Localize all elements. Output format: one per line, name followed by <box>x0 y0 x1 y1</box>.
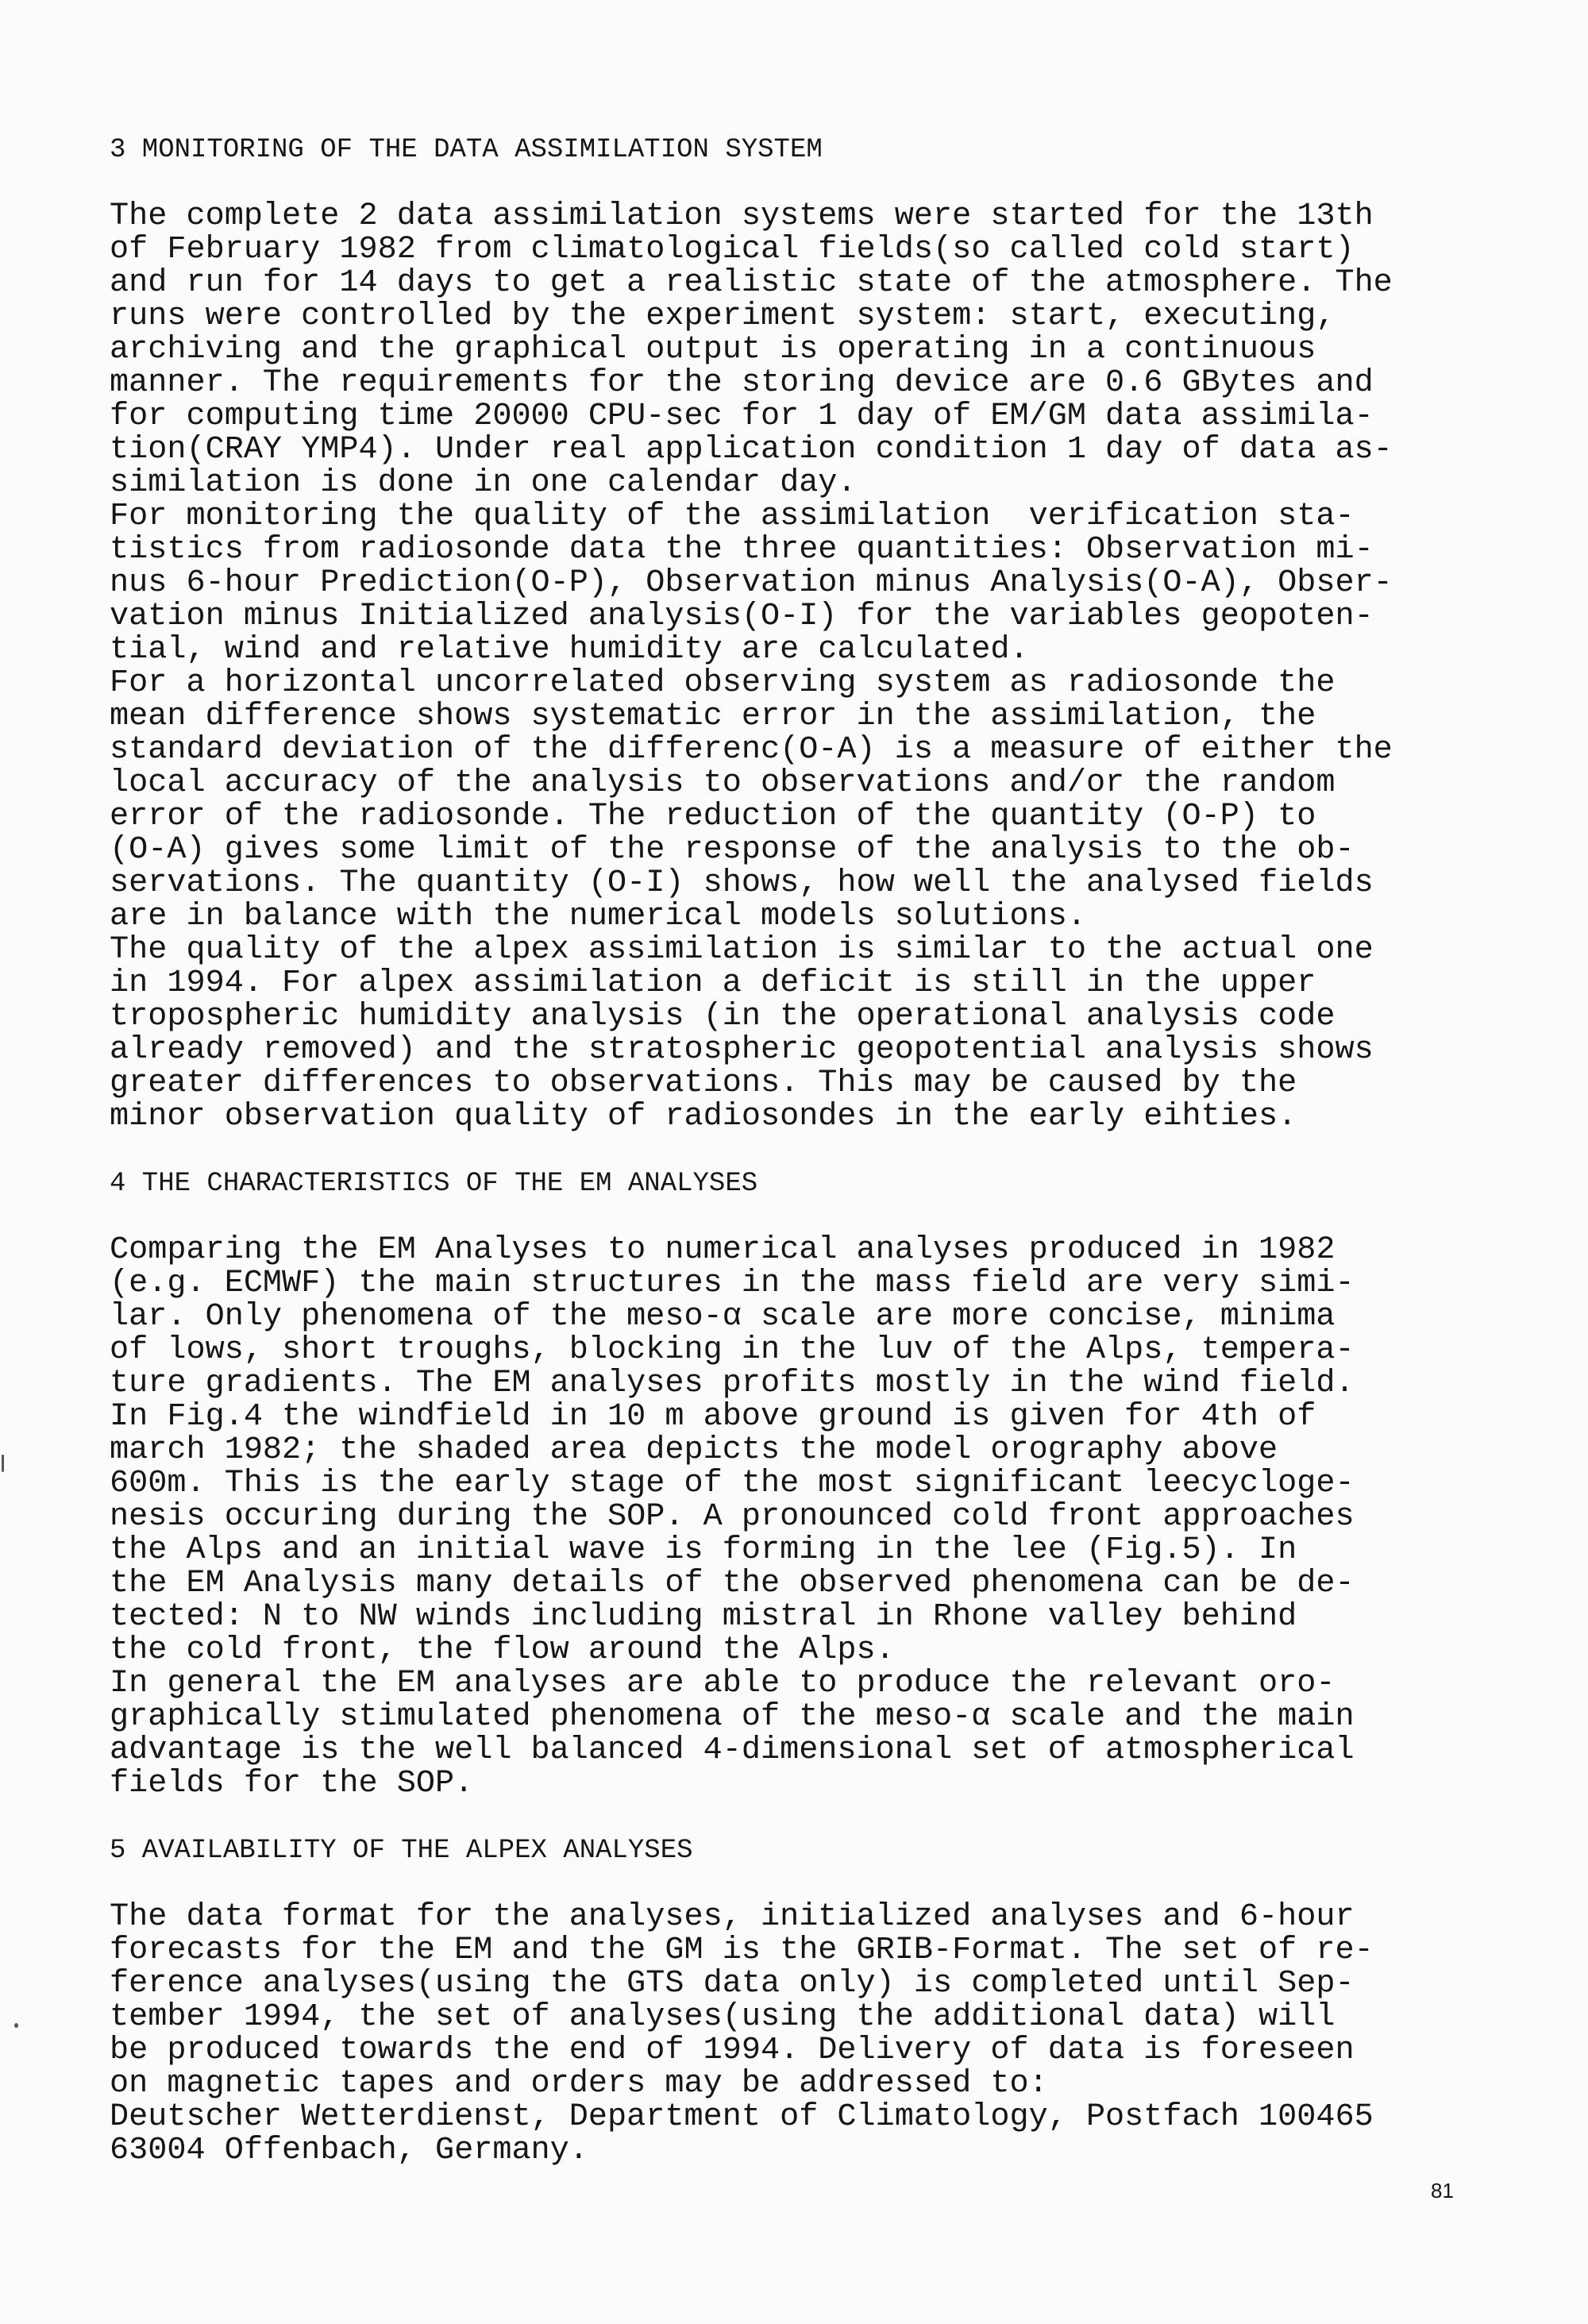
text-line: are in balance with the numerical models solutions. <box>110 899 1086 935</box>
text-line: of February 1982 from climatological fields(so called cold start) <box>110 232 1355 268</box>
text-line: Deutscher Wetterdienst, Department of Climatology, Postfach 100465 <box>110 2099 1374 2135</box>
text-line: tropospheric humidity analysis (in the operational analysis code <box>110 999 1336 1035</box>
text-line: standard deviation of the differenc(O-A) is a measure of either the <box>110 732 1393 768</box>
text-line: In general the EM analyses are able to produce the relevant oro- <box>110 1666 1336 1702</box>
text-line: mean difference shows systematic error in the assimilation, the <box>110 699 1316 734</box>
paragraph <box>110 667 1459 934</box>
section-heading: 4 THE CHARACTERISTICS OF THE EM ANALYSES <box>110 1169 758 1199</box>
scan-speck <box>14 2023 18 2028</box>
text-line: forecasts for the EM and the GM is the GRIB-Format. The set of re- <box>110 1933 1374 1968</box>
text-line: nus 6-hour Prediction(O-P), Observation minus Analysis(O-A), Obser- <box>110 565 1393 601</box>
text-line: and run for 14 days to get a realistic state of the atmosphere. The <box>110 265 1393 301</box>
text-line: In Fig.4 the windfield in 10 m above ground is given for 4th of <box>110 1399 1316 1435</box>
text-line: 63004 Offenbach, Germany. <box>110 2133 588 2168</box>
text-line: tected: N to NW winds including mistral in Rhone valley behind <box>110 1599 1297 1635</box>
text-line: the cold front, the flow around the Alps. <box>110 1632 895 1668</box>
text-line: The quality of the alpex assimilation is similar to the actual one <box>110 932 1374 968</box>
section-3 <box>110 133 1459 1134</box>
text-line: servations. The quantity (O-I) shows, how well the analysed fields <box>110 865 1374 901</box>
text-line: archiving and the graphical output is operating in a continuous <box>110 332 1316 368</box>
text-line: on magnetic tapes and orders may be addressed to: <box>110 2066 1048 2102</box>
text-line: tistics from radiosonde data the three quantities: Observation mi- <box>110 532 1374 568</box>
text-line: of lows, short troughs, blocking in the luv of the Alps, tempera- <box>110 1332 1355 1368</box>
paragraph <box>110 500 1459 667</box>
text-line: tion(CRAY YMP4). Under real application condition 1 day of data as- <box>110 432 1393 468</box>
text-line: advantage is the well balanced 4-dimensional set of atmospherical <box>110 1732 1355 1768</box>
text-line: march 1982; the shaded area depicts the model orography above <box>110 1432 1278 1468</box>
document-page <box>110 133 1459 2168</box>
text-line: error of the radiosonde. The reduction of the quantity (O-P) to <box>110 799 1316 834</box>
paragraph <box>110 1667 1459 1801</box>
page-number: 81 <box>1431 2179 1454 2203</box>
section-4 <box>110 1167 1459 1801</box>
text-line: greater differences to observations. This may be caused by the <box>110 1066 1297 1101</box>
section-5 <box>110 1834 1459 2168</box>
text-line: fields for the SOP. <box>110 1766 474 1802</box>
text-line: similation is done in one calendar day. <box>110 465 857 501</box>
text-line: 600m. This is the early stage of the most significant leecycloge- <box>110 1466 1355 1501</box>
section-heading: 3 MONITORING OF THE DATA ASSIMILATION SYSTEM <box>110 135 823 165</box>
text-line: already removed) and the stratospheric geopotential analysis shows <box>110 1032 1374 1068</box>
text-line: vation minus Initialized analysis(O-I) for the variables geopoten- <box>110 599 1374 634</box>
text-line: minor observation quality of radiosondes in the early eihties. <box>110 1099 1297 1135</box>
paragraph <box>110 1901 1459 2168</box>
text-line: nesis occuring during the SOP. A pronounced cold front approaches <box>110 1499 1355 1535</box>
text-line: For monitoring the quality of the assimilation verification sta- <box>110 499 1355 534</box>
text-line: for computing time 20000 CPU-sec for 1 day of EM/GM data assimila- <box>110 399 1374 434</box>
scan-speck <box>2 1455 4 1472</box>
section-heading: 5 AVAILABILITY OF THE ALPEX ANALYSES <box>110 1836 693 1866</box>
paragraph <box>110 200 1459 500</box>
text-line: manner. The requirements for the storing device are 0.6 GBytes and <box>110 365 1374 401</box>
paragraph <box>110 1234 1459 1667</box>
text-line: local accuracy of the analysis to observations and/or the random <box>110 765 1336 801</box>
text-line: ture gradients. The EM analyses profits mostly in the wind field. <box>110 1366 1355 1401</box>
text-line: tember 1994, the set of analyses(using the additional data) will <box>110 1999 1336 2035</box>
text-line: lar. Only phenomena of the meso-α scale are more concise, minima <box>110 1299 1336 1335</box>
text-line: be produced towards the end of 1994. Delivery of data is foreseen <box>110 2033 1355 2068</box>
text-line: (O-A) gives some limit of the response of the analysis to the ob- <box>110 832 1355 868</box>
text-line: runs were controlled by the experiment system: start, executing, <box>110 299 1336 334</box>
text-line: the Alps and an initial wave is forming in the lee (Fig.5). In <box>110 1532 1297 1568</box>
text-line: The data format for the analyses, initialized analyses and 6-hour <box>110 1899 1355 1935</box>
text-line: For a horizontal uncorrelated observing system as radiosonde the <box>110 665 1336 701</box>
text-line: graphically stimulated phenomena of the meso-α scale and the main <box>110 1699 1355 1735</box>
text-line: tial, wind and relative humidity are calculated. <box>110 632 1029 668</box>
text-line: (e.g. ECMWF) the main structures in the mass field are very simi- <box>110 1266 1355 1301</box>
text-line: ference analyses(using the GTS data only) is completed until Sep- <box>110 1966 1355 2002</box>
text-line: Comparing the EM Analyses to numerical analyses produced in 1982 <box>110 1232 1336 1268</box>
text-line: The complete 2 data assimilation systems were started for the 13th <box>110 198 1374 234</box>
paragraph <box>110 934 1459 1134</box>
text-line: the EM Analysis many details of the observed phenomena can be de- <box>110 1566 1355 1601</box>
text-line: in 1994. For alpex assimilation a deficit is still in the upper <box>110 965 1316 1001</box>
